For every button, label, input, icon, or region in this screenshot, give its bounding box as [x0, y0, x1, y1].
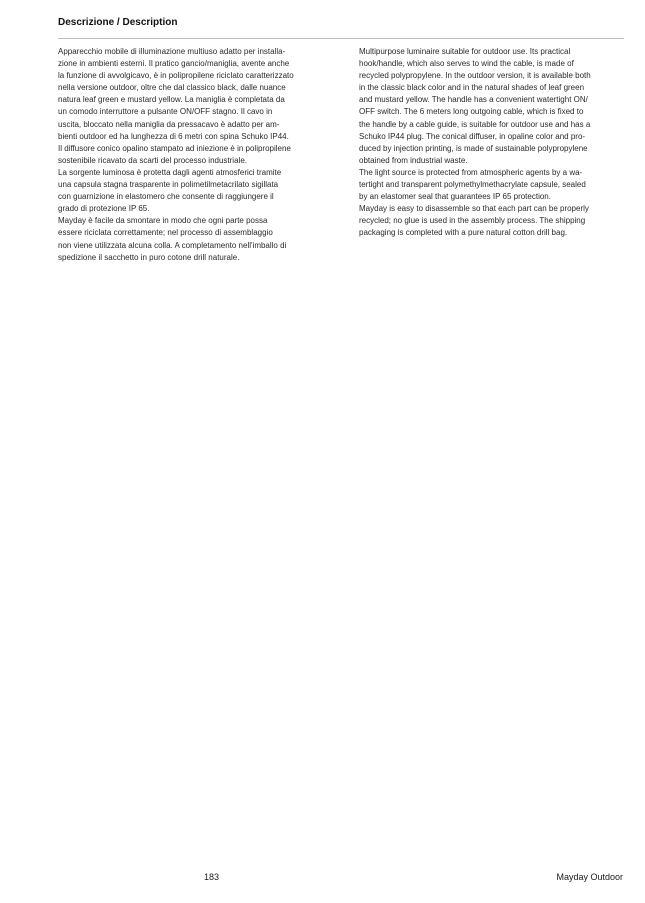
text-line: sostenibile ricavato da scarti del processo industriale.	[58, 155, 247, 165]
text-line: zione in ambienti esterni. Il pratico gancio/maniglia, avente anche	[58, 59, 290, 69]
text-line: packaging is completed with a pure natural cotton drill bag.	[359, 228, 568, 238]
text-line: hook/handle, which also serves to wind the cable, is made of	[359, 59, 574, 69]
text-line: essere riciclata correttamente; nel processo di assemblaggio	[58, 228, 273, 238]
text-line: La sorgente luminosa è protetta dagli agenti atmosferici tramite	[58, 167, 282, 177]
text-line: The light source is protected from atmospheric agents by a wa-	[359, 167, 583, 177]
text-line: Il diffusore conico opalino stampato ad iniezione è in polipropilene	[58, 143, 291, 153]
text-line: la funzione di avvolgicavo, è in polipropilene riciclato caratterizzato	[58, 71, 294, 81]
text-line: obtained from industrial waste.	[359, 155, 468, 165]
text-line: Mayday is easy to disassemble so that each part can be properly	[359, 204, 589, 214]
text-line: by an elastomer seal that guarantees IP 65 protection.	[359, 192, 551, 202]
header-divider	[58, 38, 624, 39]
text-line: natura leaf green e mustard yellow. La maniglia è completata da	[58, 95, 285, 105]
page-number: 183	[204, 872, 220, 882]
section-header	[58, 17, 624, 29]
text-line: Apparecchio mobile di illuminazione multiuso adatto per installa-	[58, 47, 286, 56]
italian-description	[58, 46, 320, 264]
text-line: recycled polypropylene. In the outdoor version, it is available both	[359, 71, 591, 81]
text-line: in the classic black color and in the natural shades of leaf green	[359, 83, 585, 93]
text-line: and mustard yellow. The handle has a convenient watertight ON/	[359, 95, 588, 105]
text-line: una capsula stagna trasparente in polimetilmetacrilato sigillata	[58, 180, 279, 190]
text-line: grado di protezione IP 65.	[58, 204, 150, 214]
text-line: bienti outdoor ed ha lunghezza di 6 metri con spina Schuko IP44.	[58, 131, 289, 141]
text-line: con guarnizione in elastomero che consente di raggiungere il	[58, 192, 274, 202]
text-line: Multipurpose luminaire suitable for outdoor use. Its practical	[359, 47, 571, 56]
text-line: tertight and transparent polymethylmethacrylate capsule, sealed	[359, 180, 586, 190]
text-line: non viene utilizzata alcuna colla. A completamento nell'imballo di	[58, 240, 287, 250]
product-name: Mayday Outdoor	[556, 872, 623, 882]
text-line: duced by injection printing, is made of sustainable polypropylene	[359, 143, 588, 153]
text-line: the handle by a cable guide, is suitable for outdoor use and has a	[359, 119, 591, 129]
text-line: nella versione outdoor, oltre che dal classico black, dalle nuance	[58, 83, 286, 93]
english-description	[359, 46, 625, 240]
text-line: recycled; no glue is used in the assembly process. The shipping	[359, 216, 586, 226]
section-title: Descrizione / Description	[58, 17, 178, 28]
text-line: Schuko IP44 plug. The conical diffuser, in opaline color and pro-	[359, 131, 586, 141]
text-line: Mayday è facile da smontare in modo che ogni parte possa	[58, 216, 268, 226]
text-line: un comodo interruttore a pulsante ON/OFF stagno. Il cavo in	[58, 107, 273, 117]
text-line: uscita, bloccato nella maniglia da pressacavo è adatto per am-	[58, 119, 280, 129]
text-line: spedizione il sacchetto in puro cotone drill naturale.	[58, 252, 240, 262]
text-line: OFF switch. The 6 meters long outgoing cable, which is fixed to	[359, 107, 584, 117]
